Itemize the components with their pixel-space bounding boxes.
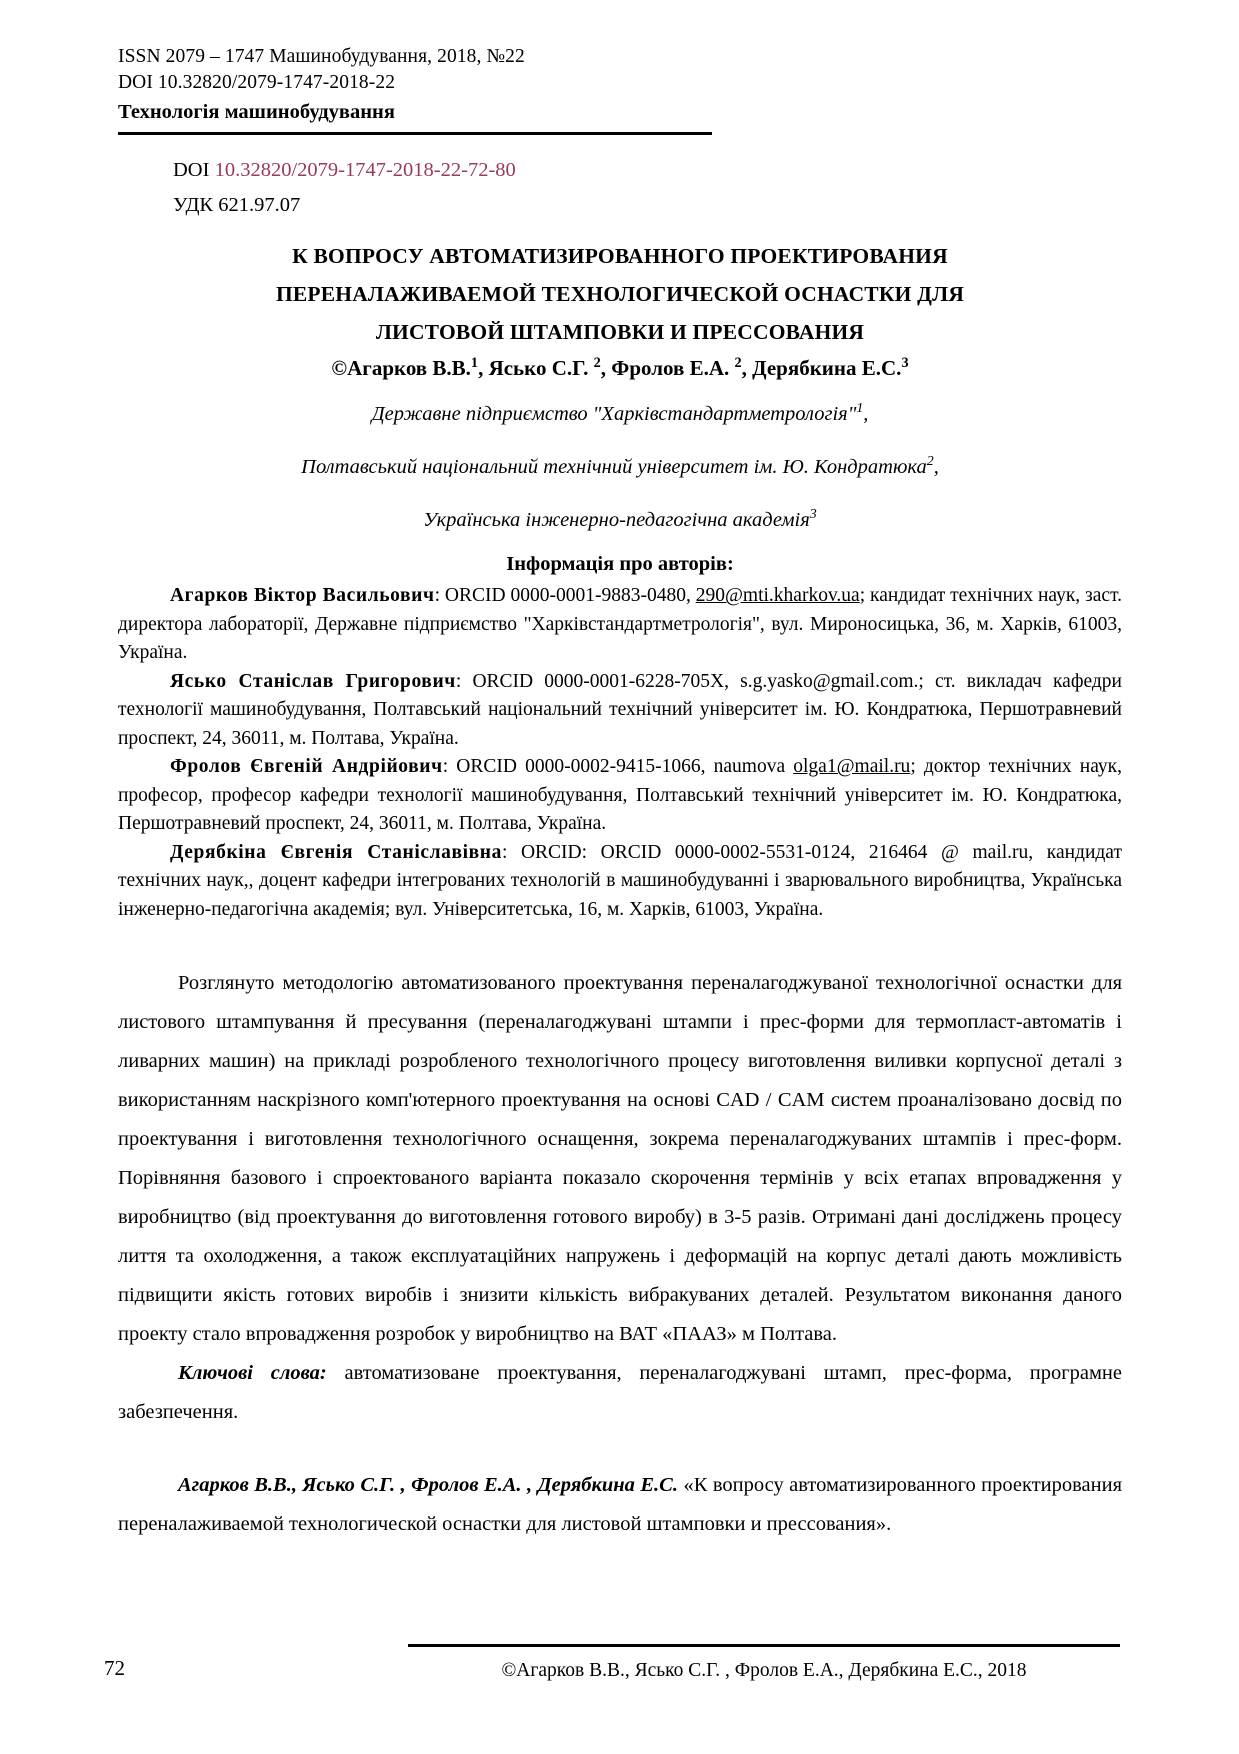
abstract-text: Розглянуто методологію автоматизованого проектування переналагоджуваної технологічної оснастки для листового штампування й пресування (переналагоджувані штампи і прес-форми для термопласт-автоматів і ливарних машин) на прикладі розробленого технологічного процесу виготовлення виливки корпусної деталі з використанням наскрізного комп'ютерного проектування на основі CAD / CAM систем проаналізовано досвід по проектування і виготовлення технологічного оснащення, зокрема переналагоджуваних штампів і прес-форм. Порівняння базового і спроектованого варіанта показало скорочення термінів у всіх етапах впровадження у виробництво (від проектування до виготовлення готового виробу) в 3-5 разів. Отримані дані досліджень процесу лиття та охолодження, а також експлуатаційних напружень і деформацій на корпус деталі дають можливість підвищити якість готових виробів і знизити кількість вибракуваних деталей. Результатом виконання даного проекту стало впровадження розробок у виробництво на ВАТ «ПААЗ» м Полтава. <box>118 972 1122 1346</box>
journal-issn-line: ISSN 2079 – 1747 Машинобудування, 2018, №22 <box>118 46 525 67</box>
author-info-4-pre: : ORCID: ORCID 0000-0002-5531-0124, 216464 @ mail.ru, кандидат технічних наук,, доцент кафедри інтегрованих технологій в машинобудуванні і зварювального виробництва, Українська інженерно-педагогічна академія; вул. Університетська, 16, м. Харків, 61003, Україна. <box>118 841 1122 920</box>
author-sep-3: , <box>741 356 753 380</box>
author-info-3-name: Фролов Євгеній Андрійович <box>170 756 443 778</box>
citation-title: «К вопросу автоматизированного проектирования переналаживаемой технологической оснастки для листовой штамповки и прессования». <box>118 1474 1123 1536</box>
keywords-line <box>118 1354 1122 1432</box>
article-doi <box>118 159 1122 182</box>
affiliation-2 <box>118 442 1122 487</box>
author-info-entry-1 <box>118 582 1122 668</box>
author-info-1-post: ; кандидат технічних наук, заст. директора лабораторії, Державне підприємство "Харківстандартметрологія", вул. Мироносицька, 36, м. Харків, 61003, Україна. <box>118 585 1123 664</box>
footer-copyright: ©Агарков В.В., Ясько С.Г. , Фролов Е.А., Дерябкина Е.С., 2018 <box>501 1660 1027 1681</box>
author-4: Дерябкина Е.С. <box>752 356 902 380</box>
author-info-1-email[interactable]: 290@mti.kharkov.ua <box>695 585 860 607</box>
title-line-2: ПЕРЕНАЛАЖИВАЕМОЙ ТЕХНОЛОГИЧЕСКОЙ ОСНАСТКИ ДЛЯ <box>275 282 965 306</box>
affiliation-1-tail: , <box>863 402 869 425</box>
keywords-value: автоматизоване проектування, переналагоджувані штамп, прес-форма, програмне забезпечення. <box>118 1362 1122 1424</box>
author-info-1-pre: : ORCID 0000-0001-9883-0480, <box>434 585 696 607</box>
journal-doi-line: DOI 10.32820/2079-1747-2018-22 <box>118 72 396 93</box>
author-2-affil-marker: 2 <box>593 355 601 371</box>
title-line-3: ЛИСТОВОЙ ШТАМПОВКИ И ПРЕССОВАНИЯ <box>375 320 865 344</box>
author-info-1-name: Агарков Віктор Васильович <box>170 585 435 607</box>
affiliation-3-text: Українська інженерно-педагогічна академія <box>423 508 810 531</box>
journal-section: Технологія машинобудування <box>118 101 395 123</box>
author-3-affil-marker: 2 <box>734 355 742 371</box>
citation-authors: Агарков В.В., Ясько С.Г. , Фролов Е.А. , Дерябкина Е.С. <box>178 1474 678 1497</box>
page-number: 72 <box>104 1656 125 1680</box>
author-1-affil-marker: 1 <box>470 355 479 371</box>
author-info-2-name: Ясько Станіслав Григорович <box>170 670 456 692</box>
affiliation-1-text: Державне підприємство "Харківстандартметрологія" <box>371 402 857 425</box>
affiliation-2-tail: , <box>933 455 939 478</box>
page-content <box>118 44 1122 1544</box>
author-info-3-post: ; доктор технічних наук, професор, професор кафедри технології машинобудування, Полтавський технічний університет ім. Ю. Кондратюка, Першотравневий проспект, 24, 36011, м. Полтава, Україна. <box>118 756 1122 835</box>
author-info-entry-4 <box>118 839 1122 925</box>
author-info-entry-2 <box>118 668 1122 754</box>
abstract-section <box>118 964 1122 1432</box>
footer-divider <box>408 1644 1120 1647</box>
author-2: Ясько С.Г. <box>488 356 594 380</box>
affiliation-2-text: Полтавський національний технічний університет ім. Ю. Кондратюка <box>301 455 927 478</box>
author-info-4-name: Дерябкіна Євгенія Станіславівна <box>170 841 502 863</box>
udk-code: УДК 621.97.07 <box>173 194 301 216</box>
citation-line <box>118 1466 1122 1544</box>
authors-line <box>118 355 1122 381</box>
keywords-label: Ключові слова: <box>178 1362 327 1385</box>
affiliation-1-marker: 1 <box>856 401 864 416</box>
author-1: Агарков В.В. <box>347 356 471 380</box>
author-sep-1: , <box>478 356 489 380</box>
doi-link[interactable]: 10.32820/2079-1747-2018-22-72-80 <box>214 159 516 181</box>
author-info-3-email[interactable]: olga1@mail.ru <box>793 756 911 778</box>
author-info-3-pre: : ORCID 0000-0002-9415-1066, naumova <box>442 756 794 778</box>
author-sep-2: , <box>600 356 612 380</box>
affiliation-1 <box>118 389 1122 434</box>
affiliation-3 <box>118 495 1122 540</box>
copyright-symbol: © <box>331 356 348 380</box>
author-info-entry-3 <box>118 753 1122 839</box>
author-info-2-pre: : ORCID 0000-0001-6228-705X, s.g.yasko@gmail.com.; ст. викладач кафедри технології машинобудування, Полтавський національний технічний університет ім. Ю. Кондратюка, Першотравневий проспект, 24, 36011, м. Полтава, Україна. <box>118 670 1122 749</box>
affiliation-2-marker: 2 <box>926 453 934 469</box>
header-divider <box>118 132 712 135</box>
title-line-1: К ВОПРОСУ АВТОМАТИЗИРОВАННОГО ПРОЕКТИРОВАНИЯ <box>292 244 948 268</box>
author-3: Фролов Е.А. <box>611 356 735 380</box>
article-title <box>118 237 1122 351</box>
doi-label: DOI <box>173 159 215 181</box>
citation-section <box>118 1466 1122 1544</box>
author-4-affil-marker: 3 <box>901 355 909 371</box>
affiliation-3-marker: 3 <box>809 506 817 522</box>
authors-info-heading: Інформація про авторів: <box>506 553 734 576</box>
